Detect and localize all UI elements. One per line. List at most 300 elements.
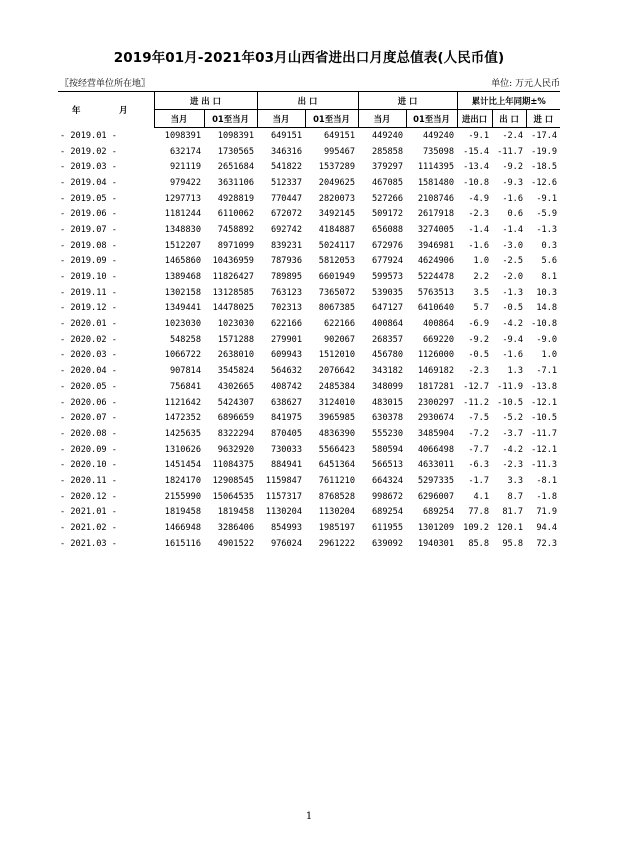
yoy-total-cell: -7.7: [468, 444, 490, 455]
table-row: [58, 426, 560, 442]
total-month-cell: 1425635: [164, 428, 201, 439]
table-row: [58, 191, 560, 207]
total-ytd-cell: 2651684: [217, 162, 254, 173]
export-month-cell: 1159847: [265, 475, 302, 486]
table-row: [58, 159, 560, 175]
yoy-import-cell: -12.6: [531, 177, 558, 188]
sub-header-import-ytd: 01至当月: [406, 110, 457, 128]
export-month-cell: 770447: [270, 193, 302, 204]
import-ytd-cell: 2300297: [417, 397, 455, 408]
yoy-export-cell: 1.3: [507, 366, 524, 377]
total-month-cell: 921119: [169, 162, 201, 173]
export-ytd-cell: 6451364: [318, 460, 356, 471]
yoy-total-cell: -15.4: [463, 146, 490, 157]
month-cell: - 2020.06 -: [60, 397, 117, 408]
total-ytd-cell: 3631106: [217, 177, 254, 188]
month-cell: - 2019.03 -: [60, 162, 117, 173]
yoy-import-cell: -10.8: [531, 319, 558, 330]
sub-header-export-month: 当月: [257, 110, 305, 128]
yoy-export-cell: -4.2: [502, 444, 524, 455]
import-ytd-cell: 1114395: [417, 162, 455, 173]
yoy-export-cell: -1.6: [502, 193, 524, 204]
export-ytd-cell: 1130204: [318, 507, 356, 518]
total-ytd-cell: 14478025: [212, 303, 254, 314]
total-month-cell: 1472352: [164, 413, 201, 424]
sub-header-yoy-total: 进出口: [457, 110, 492, 128]
import-ytd-cell: 1301209: [417, 523, 455, 534]
export-ytd-cell: 995467: [323, 146, 356, 157]
export-ytd-cell: 649151: [323, 130, 356, 141]
page-title: 2019年01月-2021年03月山西省进出口月度总值表(人民币值): [113, 50, 505, 66]
month-cell: - 2020.02 -: [60, 334, 117, 345]
export-ytd-cell: 2049625: [318, 177, 356, 188]
import-ytd-cell: 669220: [422, 334, 455, 345]
sub-header-total-ytd: 01至当月: [204, 110, 257, 128]
yoy-total-cell: -11.2: [463, 397, 490, 408]
yoy-export-cell: -5.2: [502, 413, 524, 424]
table-row: [58, 254, 560, 270]
total-month-cell: 1615116: [164, 538, 201, 549]
total-ytd-cell: 6110062: [217, 209, 254, 220]
import-ytd-cell: 449240: [422, 130, 455, 141]
export-ytd-cell: 8067385: [318, 303, 356, 314]
import-ytd-cell: 4624906: [417, 256, 455, 267]
yoy-export-cell: -1.4: [502, 224, 524, 235]
month-cell: - 2019.08 -: [60, 240, 117, 251]
import-ytd-cell: 2617918: [417, 209, 455, 220]
scope-note: 〖按经营单位所在地〗: [60, 79, 151, 89]
export-month-cell: 763123: [270, 287, 302, 298]
export-month-cell: 976024: [270, 538, 302, 549]
month-cell: - 2021.01 -: [60, 507, 117, 518]
export-month-cell: 854993: [270, 523, 302, 534]
export-ytd-cell: 2076642: [318, 366, 356, 377]
total-month-cell: 2155990: [164, 491, 201, 502]
import-ytd-cell: 3274005: [417, 224, 455, 235]
sub-header-total-month: 当月: [154, 110, 204, 128]
export-month-cell: 622166: [270, 319, 302, 330]
import-month-cell: 998672: [371, 491, 404, 502]
yoy-import-cell: -11.3: [531, 460, 558, 471]
import-ytd-cell: 689254: [422, 507, 455, 518]
import-month-cell: 348099: [371, 381, 404, 392]
export-month-cell: 1157317: [265, 491, 302, 502]
export-month-cell: 638627: [270, 397, 302, 408]
export-month-cell: 787936: [270, 256, 302, 267]
total-ytd-cell: 1730565: [217, 146, 254, 157]
year-month-header: [58, 92, 154, 128]
sub-header-import-month: 当月: [358, 110, 406, 128]
total-ytd-cell: 15064535: [212, 491, 254, 502]
group-header-import: 进 口: [358, 92, 457, 110]
yoy-total-cell: -2.3: [468, 366, 490, 377]
import-month-cell: 639092: [371, 538, 404, 549]
import-month-cell: 580594: [371, 444, 404, 455]
export-month-cell: 609943: [270, 350, 302, 361]
yoy-total-cell: -6.9: [468, 319, 490, 330]
table-row: [58, 489, 560, 505]
export-ytd-cell: 7611210: [318, 475, 356, 486]
total-ytd-cell: 12908545: [212, 475, 254, 486]
table-row: [58, 379, 560, 395]
yoy-import-cell: -12.1: [531, 444, 558, 455]
import-month-cell: 566513: [371, 460, 404, 471]
table-row: [58, 332, 560, 348]
yoy-total-cell: -0.5: [468, 350, 490, 361]
yoy-export-cell: -3.0: [502, 240, 524, 251]
month-cell: - 2021.02 -: [60, 523, 117, 534]
total-month-cell: 1819458: [164, 507, 201, 518]
import-ytd-cell: 2930674: [417, 413, 455, 424]
table-row: [58, 395, 560, 411]
total-month-cell: 1466948: [164, 523, 201, 534]
total-ytd-cell: 10436959: [212, 256, 254, 267]
yoy-export-cell: 81.7: [502, 507, 524, 518]
yoy-total-cell: 109.2: [463, 523, 490, 534]
yoy-total-cell: -13.4: [463, 162, 490, 173]
total-ytd-cell: 4302665: [217, 381, 254, 392]
export-month-cell: 408742: [270, 381, 302, 392]
total-month-cell: 1066722: [164, 350, 201, 361]
month-cell: - 2019.09 -: [60, 256, 117, 267]
yoy-export-cell: -4.2: [502, 319, 524, 330]
month-cell: - 2020.05 -: [60, 381, 117, 392]
total-month-cell: 1451454: [164, 460, 201, 471]
import-ytd-cell: 2108746: [417, 193, 455, 204]
total-ytd-cell: 8322294: [217, 428, 254, 439]
export-ytd-cell: 7365072: [318, 287, 356, 298]
yoy-import-cell: -17.4: [531, 130, 558, 141]
table-row: [58, 144, 560, 160]
table-row: [58, 269, 560, 285]
yoy-import-cell: -10.5: [531, 413, 558, 424]
total-month-cell: 632174: [169, 146, 201, 157]
total-month-cell: 1181244: [164, 209, 201, 220]
yoy-import-cell: 8.1: [541, 272, 558, 283]
month-header: 月: [119, 104, 128, 115]
yoy-total-cell: -1.4: [468, 224, 490, 235]
export-month-cell: 649151: [270, 130, 302, 141]
table-row: [58, 520, 560, 536]
table-row: [58, 363, 560, 379]
export-ytd-cell: 622166: [323, 319, 356, 330]
export-month-cell: 512337: [270, 177, 302, 188]
sub-header-yoy-import: 进 口: [526, 110, 560, 128]
export-ytd-cell: 5566423: [318, 444, 356, 455]
import-ytd-cell: 4066498: [417, 444, 455, 455]
month-cell: - 2020.12 -: [60, 491, 117, 502]
export-ytd-cell: 2485384: [318, 381, 356, 392]
export-ytd-cell: 1985197: [318, 523, 356, 534]
table-row: [58, 301, 560, 317]
import-month-cell: 527266: [371, 193, 404, 204]
yoy-export-cell: -9.3: [502, 177, 524, 188]
import-ytd-cell: 5297335: [417, 475, 455, 486]
yoy-total-cell: -1.6: [468, 240, 490, 251]
import-ytd-cell: 3946981: [417, 240, 455, 251]
yoy-total-cell: 77.8: [468, 507, 490, 518]
yoy-export-cell: 120.1: [497, 523, 524, 534]
group-header-total: 进 出 口: [154, 92, 257, 110]
yoy-import-cell: -13.8: [531, 381, 558, 392]
month-cell: - 2020.03 -: [60, 350, 117, 361]
total-ytd-cell: 13128585: [212, 287, 254, 298]
import-ytd-cell: 6296007: [417, 491, 455, 502]
table-row: [58, 222, 560, 238]
import-month-cell: 539035: [371, 287, 404, 298]
yoy-total-cell: -4.9: [468, 193, 490, 204]
export-month-cell: 730033: [270, 444, 302, 455]
import-ytd-cell: 3485904: [417, 428, 455, 439]
month-cell: - 2019.12 -: [60, 303, 117, 314]
total-ytd-cell: 4901522: [217, 538, 254, 549]
import-month-cell: 467085: [371, 177, 404, 188]
total-month-cell: 1297713: [164, 193, 201, 204]
export-ytd-cell: 4836390: [318, 428, 356, 439]
yoy-export-cell: 8.7: [507, 491, 524, 502]
total-month-cell: 1098391: [164, 130, 201, 141]
export-ytd-cell: 5024117: [318, 240, 356, 251]
yoy-import-cell: 71.9: [536, 507, 558, 518]
yoy-export-cell: -1.6: [502, 350, 524, 361]
yoy-export-cell: -9.4: [502, 334, 524, 345]
month-cell: - 2020.10 -: [60, 460, 117, 471]
export-ytd-cell: 2820073: [318, 193, 356, 204]
month-cell: - 2019.01 -: [60, 130, 117, 141]
total-ytd-cell: 1098391: [217, 130, 254, 141]
month-cell: - 2019.07 -: [60, 224, 117, 235]
yoy-import-cell: -1.3: [536, 224, 558, 235]
import-ytd-cell: 735098: [422, 146, 455, 157]
total-month-cell: 756841: [169, 381, 201, 392]
total-month-cell: 1302158: [164, 287, 201, 298]
yoy-import-cell: -12.1: [531, 397, 558, 408]
yoy-total-cell: -10.8: [463, 177, 490, 188]
total-ytd-cell: 2638010: [217, 350, 254, 361]
import-month-cell: 343182: [371, 366, 404, 377]
export-month-cell: 870405: [270, 428, 302, 439]
total-ytd-cell: 3545824: [217, 366, 254, 377]
import-ytd-cell: 6410640: [417, 303, 455, 314]
export-month-cell: 541822: [270, 162, 302, 173]
total-month-cell: 1465860: [164, 256, 201, 267]
total-month-cell: 979422: [169, 177, 201, 188]
yoy-export-cell: -0.5: [502, 303, 524, 314]
month-cell: - 2019.04 -: [60, 177, 117, 188]
import-month-cell: 449240: [371, 130, 404, 141]
import-ytd-cell: 1581480: [417, 177, 455, 188]
yoy-total-cell: -9.2: [468, 334, 490, 345]
yoy-import-cell: -18.5: [531, 162, 558, 173]
total-ytd-cell: 8971099: [217, 240, 254, 251]
yoy-export-cell: -10.5: [497, 397, 524, 408]
yoy-export-cell: -1.3: [502, 287, 524, 298]
table-row: [58, 316, 560, 332]
yoy-export-cell: -9.2: [502, 162, 524, 173]
group-header-export: 出 口: [257, 92, 358, 110]
yoy-import-cell: -8.1: [536, 475, 558, 486]
export-month-cell: 1130204: [265, 507, 302, 518]
export-ytd-cell: 2961222: [318, 538, 356, 549]
export-ytd-cell: 902067: [323, 334, 356, 345]
table-row: [58, 175, 560, 191]
import-ytd-cell: 1469182: [417, 366, 455, 377]
export-ytd-cell: 3492145: [318, 209, 356, 220]
yoy-total-cell: -7.5: [468, 413, 490, 424]
yoy-total-cell: 3.5: [473, 287, 490, 298]
export-month-cell: 841975: [270, 413, 302, 424]
page-number: 1: [305, 811, 313, 822]
import-month-cell: 599573: [371, 272, 404, 283]
month-cell: - 2019.10 -: [60, 272, 117, 283]
export-ytd-cell: 8768528: [318, 491, 356, 502]
export-month-cell: 702313: [270, 303, 302, 314]
yoy-export-cell: -2.0: [502, 272, 524, 283]
yoy-total-cell: -12.7: [463, 381, 490, 392]
table-row: [58, 206, 560, 222]
yoy-import-cell: 5.6: [541, 256, 558, 267]
total-ytd-cell: 3286406: [217, 523, 254, 534]
yoy-import-cell: 10.3: [536, 287, 558, 298]
total-month-cell: 1023030: [164, 319, 201, 330]
import-month-cell: 483015: [371, 397, 404, 408]
import-ytd-cell: 1817281: [417, 381, 455, 392]
table-row: [58, 473, 560, 489]
yoy-export-cell: -3.7: [502, 428, 524, 439]
month-cell: - 2020.04 -: [60, 366, 117, 377]
import-month-cell: 400864: [371, 319, 404, 330]
total-month-cell: 1389468: [164, 272, 201, 283]
table-body: [58, 128, 560, 552]
yoy-total-cell: -9.1: [468, 130, 490, 141]
total-ytd-cell: 1571288: [217, 334, 254, 345]
yoy-export-cell: -2.3: [502, 460, 524, 471]
total-ytd-cell: 9632920: [217, 444, 254, 455]
yoy-export-cell: -2.4: [502, 130, 524, 141]
export-ytd-cell: 5812053: [318, 256, 356, 267]
export-ytd-cell: 6601949: [318, 272, 356, 283]
yoy-export-cell: 3.3: [507, 475, 524, 486]
month-cell: - 2020.08 -: [60, 428, 117, 439]
table-row: [58, 505, 560, 521]
sub-header-export-ytd: 01至当月: [305, 110, 358, 128]
import-month-cell: 379297: [371, 162, 404, 173]
yoy-total-cell: -2.3: [468, 209, 490, 220]
total-ytd-cell: 11826427: [212, 272, 254, 283]
total-ytd-cell: 5424307: [217, 397, 254, 408]
month-cell: - 2020.01 -: [60, 319, 117, 330]
total-ytd-cell: 7458892: [217, 224, 254, 235]
yoy-import-cell: 94.4: [536, 523, 558, 534]
table-row: [58, 410, 560, 426]
export-ytd-cell: 1512010: [318, 350, 356, 361]
yoy-import-cell: -5.9: [536, 209, 558, 220]
month-cell: - 2019.06 -: [60, 209, 117, 220]
yoy-total-cell: -7.2: [468, 428, 490, 439]
import-ytd-cell: 1126000: [417, 350, 455, 361]
total-month-cell: 1824170: [164, 475, 201, 486]
import-month-cell: 555230: [371, 428, 404, 439]
yoy-export-cell: 95.8: [502, 538, 524, 549]
import-month-cell: 285858: [371, 146, 404, 157]
export-month-cell: 346316: [270, 146, 302, 157]
yoy-total-cell: 4.1: [473, 491, 490, 502]
month-cell: - 2020.09 -: [60, 444, 117, 455]
export-month-cell: 692742: [270, 224, 302, 235]
export-month-cell: 789895: [270, 272, 302, 283]
import-ytd-cell: 5763513: [417, 287, 455, 298]
month-cell: - 2021.03 -: [60, 538, 117, 549]
table-row: [58, 285, 560, 301]
table-row: [58, 457, 560, 473]
total-month-cell: 907814: [169, 366, 201, 377]
total-month-cell: 1349441: [164, 303, 201, 314]
sub-header-yoy-export: 出 口: [492, 110, 526, 128]
total-ytd-cell: 6896659: [217, 413, 254, 424]
trade-value-table: [58, 91, 560, 552]
export-month-cell: 672072: [270, 209, 302, 220]
export-ytd-cell: 1537289: [318, 162, 356, 173]
import-month-cell: 689254: [371, 507, 404, 518]
yoy-total-cell: -1.7: [468, 475, 490, 486]
import-ytd-cell: 400864: [422, 319, 455, 330]
month-cell: - 2019.02 -: [60, 146, 117, 157]
table-row: [58, 536, 560, 552]
table-header: [58, 92, 560, 128]
import-month-cell: 664324: [371, 475, 404, 486]
total-month-cell: 1512207: [164, 240, 201, 251]
import-month-cell: 647127: [371, 303, 404, 314]
yoy-export-cell: -11.7: [497, 146, 524, 157]
yoy-import-cell: -11.7: [531, 428, 558, 439]
export-ytd-cell: 3124010: [318, 397, 356, 408]
yoy-total-cell: 85.8: [468, 538, 490, 549]
yoy-import-cell: -9.0: [536, 334, 558, 345]
group-header-yoy: 累计比上年同期±%: [457, 92, 560, 110]
yoy-import-cell: -1.8: [536, 491, 558, 502]
unit-note: 单位: 万元人民币: [491, 79, 560, 89]
export-month-cell: 279901: [270, 334, 302, 345]
import-month-cell: 456780: [371, 350, 404, 361]
import-ytd-cell: 4633011: [417, 460, 455, 471]
month-cell: - 2019.05 -: [60, 193, 117, 204]
table-row: [58, 442, 560, 458]
yoy-import-cell: -19.9: [531, 146, 558, 157]
yoy-total-cell: 5.7: [473, 303, 490, 314]
total-ytd-cell: 1819458: [217, 507, 254, 518]
yoy-export-cell: 0.6: [507, 209, 524, 220]
total-month-cell: 1121642: [164, 397, 201, 408]
yoy-import-cell: 72.3: [536, 538, 558, 549]
import-ytd-cell: 1940301: [417, 538, 455, 549]
table-row: [58, 238, 560, 254]
import-month-cell: 630378: [371, 413, 404, 424]
export-ytd-cell: 4184887: [318, 224, 356, 235]
yoy-import-cell: 14.8: [536, 303, 558, 314]
total-ytd-cell: 11084375: [212, 460, 254, 471]
yoy-import-cell: -9.1: [536, 193, 558, 204]
month-cell: - 2020.07 -: [60, 413, 117, 424]
import-month-cell: 672976: [371, 240, 404, 251]
export-month-cell: 884941: [270, 460, 302, 471]
table-row: [58, 128, 560, 144]
yoy-total-cell: 1.0: [473, 256, 490, 267]
month-cell: - 2020.11 -: [60, 475, 117, 486]
yoy-export-cell: -2.5: [502, 256, 524, 267]
table-row: [58, 348, 560, 364]
export-month-cell: 839231: [270, 240, 302, 251]
month-cell: - 2019.11 -: [60, 287, 117, 298]
